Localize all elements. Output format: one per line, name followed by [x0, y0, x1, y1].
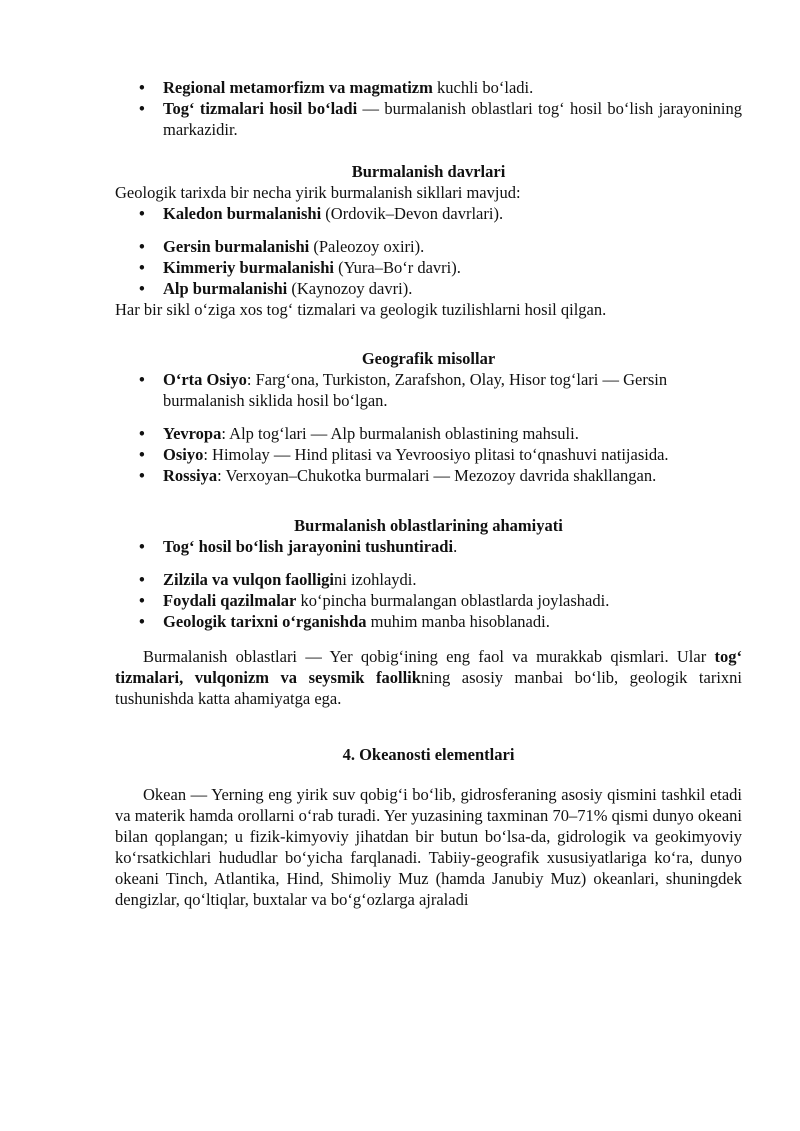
- list-item: • Alp burmalanishi (Kaynozoy davri).: [115, 278, 742, 299]
- section-geographic-examples: [115, 348, 742, 486]
- list-item: • Foydali qazilmalar ko‘pincha burmalangan oblastlarda joylashadi.: [115, 590, 742, 611]
- section-significance: [115, 515, 742, 709]
- section-outro: Har bir sikl o‘ziga xos tog‘ tizmalari va geologik tuzilishlarni hosil qilgan.: [115, 300, 607, 319]
- intro-list: [115, 77, 742, 140]
- list-item: • Rossiya: Verxoyan–Chukotka burmalari — Mezozoy davrida shakllangan.: [115, 465, 742, 486]
- list-item: • Kimmeriy burmalanishi (Yura–Bo‘r davri).: [115, 257, 742, 278]
- list-item: • Tog‘ hosil bo‘lish jarayonini tushuntiradi.: [115, 536, 742, 557]
- list-item: • Geologik tarixni o‘rganishda muhim manba hisoblanadi.: [115, 611, 742, 632]
- section-heading: Burmalanish oblastlarining ahamiyati: [294, 516, 563, 535]
- significance-list: [115, 536, 742, 632]
- significance-paragraph: Burmalanish oblastlari — Yer qobig‘ining eng faol va murakkab qismlari. Ular tog‘ tizmalari, vulqonizm va seysmik faollikning asosiy manbai bo‘lib, geologik tarixni tushunishda katta ahamiyatga ega.: [115, 647, 742, 708]
- list-item: • Gersin burmalanishi (Paleozoy oxiri).: [115, 236, 742, 257]
- section-ocean-elements: [115, 744, 742, 910]
- list-item: • Zilzila va vulqon faolligini izohlaydi.: [115, 569, 742, 590]
- geographic-examples-list: [115, 369, 742, 486]
- ocean-paragraph: Okean — Yerning eng yirik suv qobig‘i bo‘lib, gidrosferaning asosiy qismini tashkil etadi va materik hamda orollarni o‘rab turadi. Yer yuzasining taxminan 70–71% qismi dunyo okeani bilan qoplangan; u fizik-kimyoviy jihatdan bir butun bo‘lsa-da, gidrologik va geokimyoviy ko‘rsatkichlari hududlar bo‘yicha farqlanadi. Tabiiy-geografik xususiyatlariga ko‘ra, dunyo okeani Tinch, Atlantika, Hind, Shimoliy Muz (hamda Janubiy Muz) okeanlari, shuningdek dengizlar, qo‘ltiqlar, buxtalar va bo‘g‘ozlarga ajraladi: [115, 785, 742, 909]
- list-item: • Kaledon burmalanishi (Ordovik–Devon davrlari).: [115, 203, 742, 224]
- list-item: • Regional metamorfizm va magmatizm kuchli bo‘ladi.: [115, 77, 742, 98]
- section-heading: Geografik misollar: [361, 349, 496, 368]
- list-item: • Tog‘ tizmalari hosil bo‘ladi — burmalanish oblastlari tog‘ hosil bo‘lish jarayonining markazidir.: [115, 98, 742, 140]
- intro-list-block: [115, 77, 742, 140]
- list-item: • Osiyo: Himolay — Hind plitasi va Yevroosiyo plitasi to‘qnashuvi natijasida.: [115, 444, 742, 465]
- section-heading: 4. Okeanosti elementlari: [342, 745, 515, 764]
- section-intro: Geologik tarixda bir necha yirik burmalanish sikllari mavjud:: [115, 183, 521, 202]
- list-item: • O‘rta Osiyo: Farg‘ona, Turkiston, Zarafshon, Olay, Hisor tog‘lari — Gersin burmalanish siklida hosil bo‘lgan.: [115, 369, 742, 411]
- section-folding-periods: [115, 161, 742, 320]
- section-heading: Burmalanish davrlari: [351, 162, 506, 181]
- list-item: • Yevropa: Alp tog‘lari — Alp burmalanish oblastining mahsuli.: [115, 423, 742, 444]
- folding-periods-list: [115, 203, 742, 299]
